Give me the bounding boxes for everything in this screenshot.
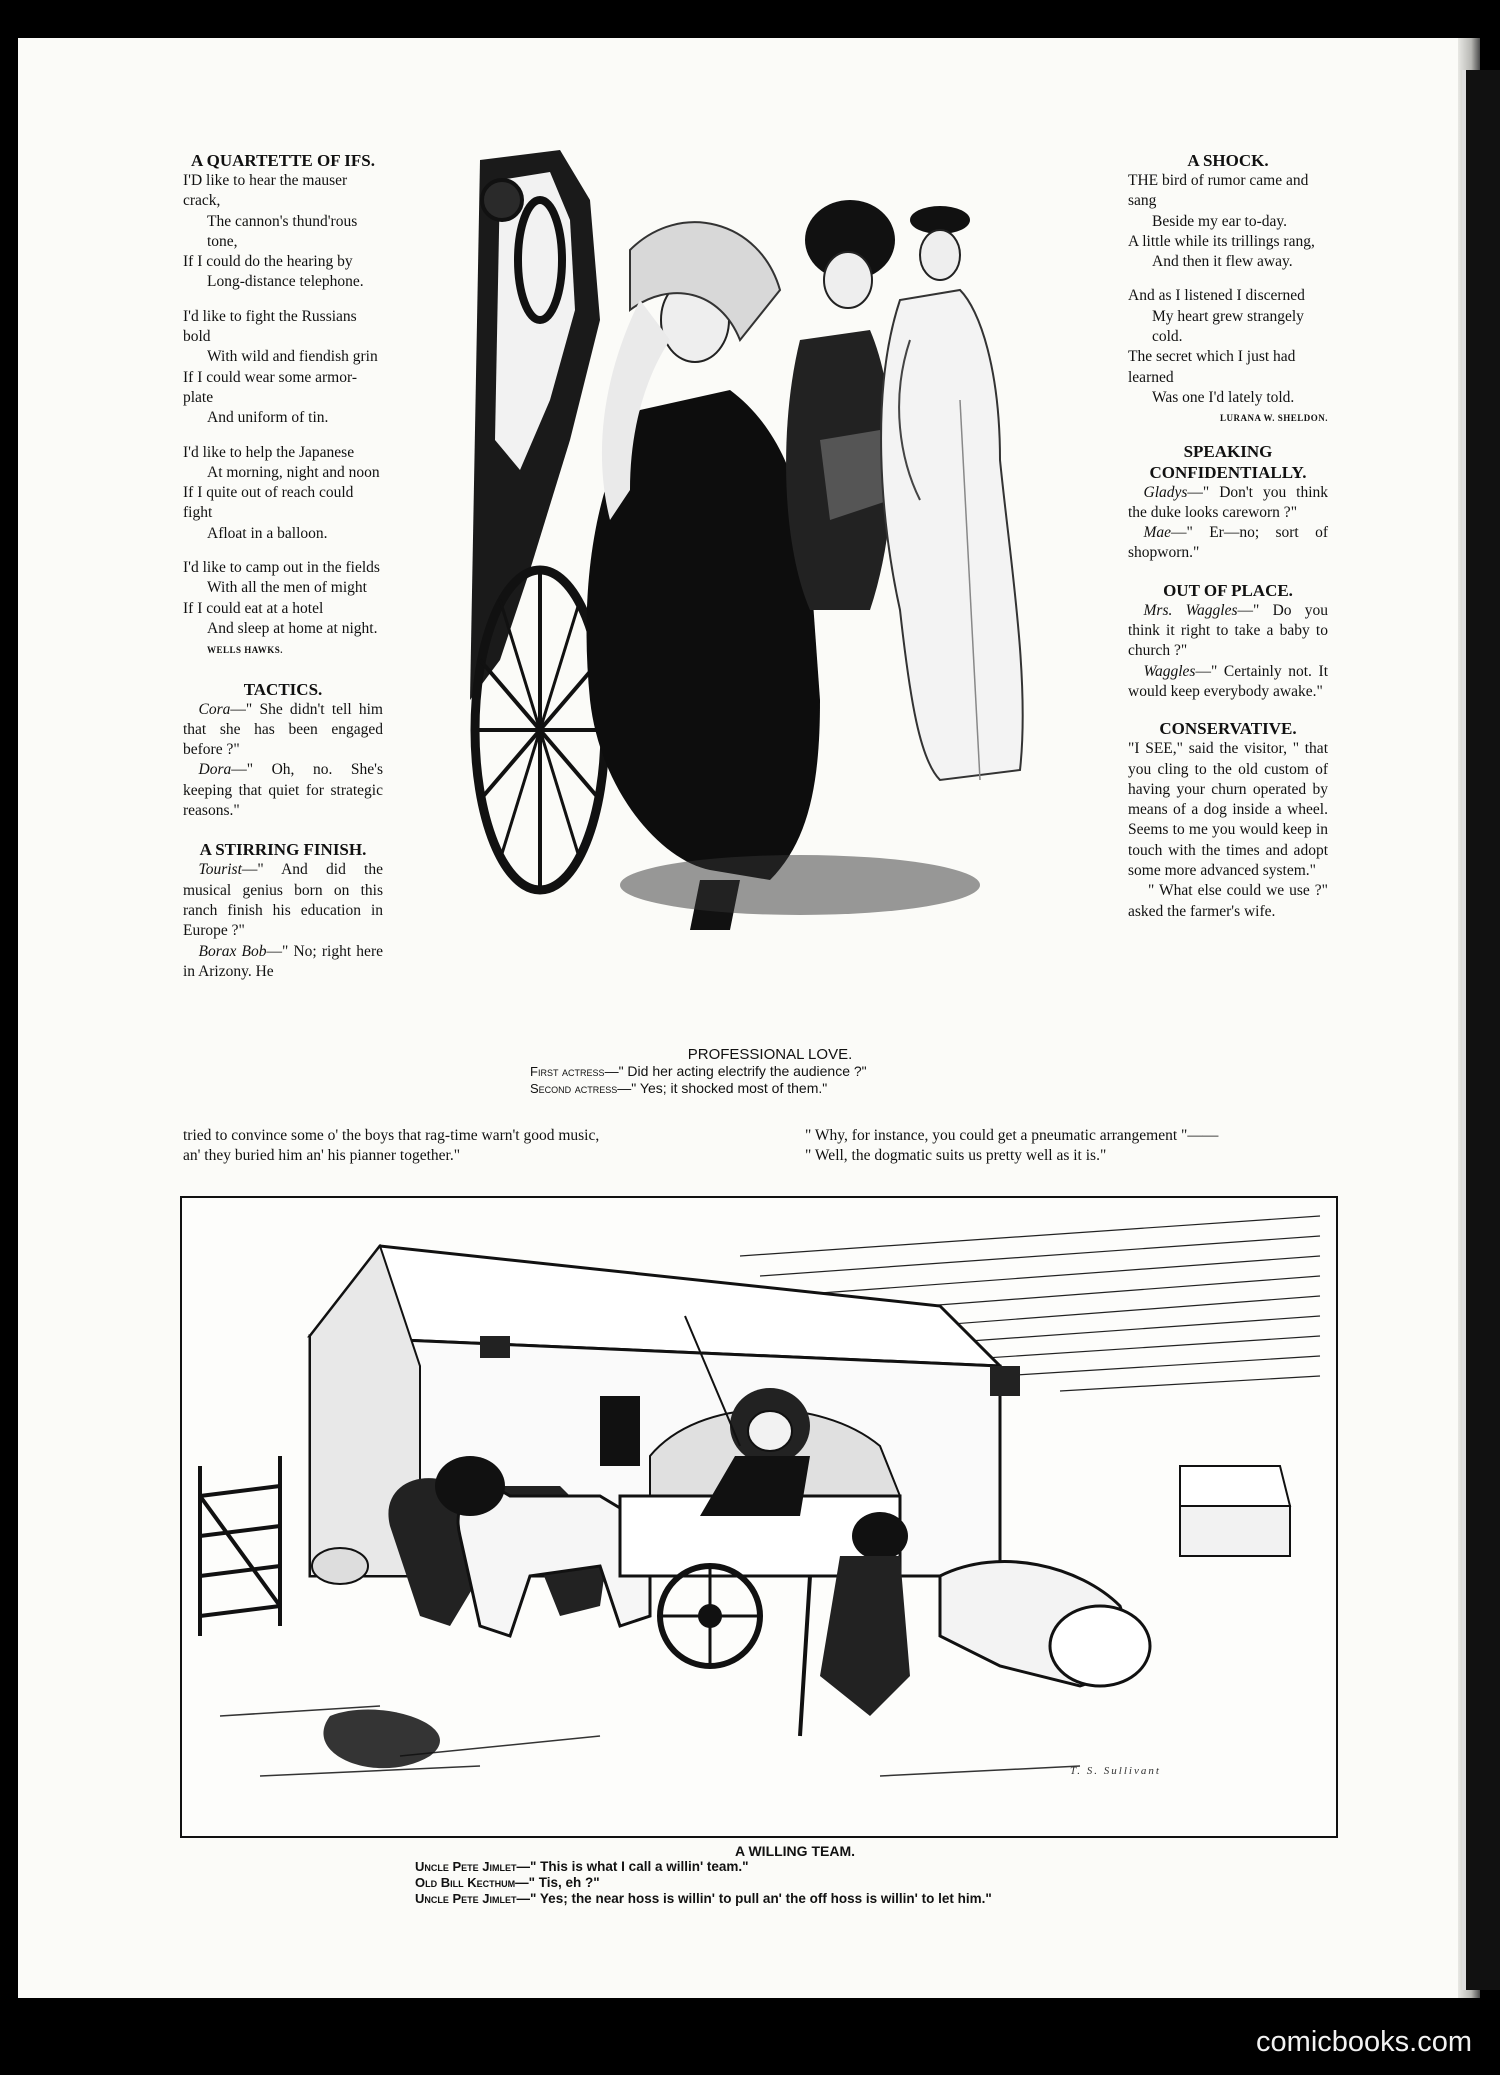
caption-title: A WILLING TEAM. [734,1843,856,1859]
poem-line: And then it flew away. [1152,253,1293,271]
conservative-continuation [805,1126,1335,1167]
poem-line: And as I listened I discerned [1128,287,1305,305]
professional-love-illustration [440,140,1100,940]
quartette-title: A QUARTETTE OF IFS. [191,151,375,170]
stirring-continuation [183,1126,763,1167]
conservative-title: CONSERVATIVE. [1159,719,1297,739]
adjacent-page-edge [1462,70,1500,1990]
conservative-text: "I SEE," said the visitor, " that you cling to the old custom of having your churn operated by means of a dog inside a wheel. Seems to me you would keep in touch with the times and adopt some more advanced system." [1128,740,1328,880]
poem-line: I'd like to camp out in the fields [183,559,380,577]
poem-line: Was one I'd lately told. [1152,388,1295,406]
out-of-place-text: Mrs. Waggles—" Do you think it right to take a baby to church ?" [1128,601,1328,660]
poem-line: I'D like to hear the mauser crack, [183,172,348,210]
conservative-cont-line: " Well, the dogmatic suits us pretty well as it is." [805,1147,1107,1165]
caption-line: Second actress—" Yes; it shocked most of them." [530,1080,828,1096]
tactics-text: Cora—" She didn't tell him that she has been engaged before ?" [183,700,383,759]
willing-team-illustration [180,1196,1338,1838]
poem-line: With all the men of might [207,579,367,597]
caption-line: Uncle Pete Jimlet—" This is what I call a willin' team." [415,1859,749,1874]
conservative-cont-line: " Why, for instance, you could get a pneumatic arrangement "—— [805,1127,1219,1144]
poem-line: My heart grew strangely cold. [1152,307,1304,346]
stirring-cont-line: an' they buried him an' his pianner together." [183,1147,461,1165]
poem-line: I'd like to help the Japanese [183,443,355,461]
poem-line: If I could wear some armor-plate [183,368,357,406]
speaking-text: Mae—" Er—no; sort of shopworn." [1128,524,1328,562]
poem-line: The cannon's thund'rous tone, [207,212,358,250]
carriage-wheel [475,570,605,890]
poem-line: A little while its trillings rang, [1128,232,1315,250]
poem-line: Afloat in a balloon. [207,524,328,542]
speaking-title: SPEAKING CONFIDENTIALLY. [1149,441,1307,482]
shock-title: A SHOCK. [1187,151,1269,170]
willing-team-caption [415,1843,1215,1907]
poem-line: Long-distance telephone. [207,273,364,291]
professional-love-caption [530,1046,1010,1097]
poem-line: If I could eat at a hotel [183,599,324,617]
poem-line: And sleep at home at night. WELLS HAWKS. [207,619,378,656]
actress-in-white [881,206,1023,780]
poem-line: I'd like to fight the Russians bold [183,307,357,346]
left-column [183,150,383,982]
poem-line: If I quite out of reach could fight [183,484,354,522]
caption-line: Uncle Pete Jimlet—" Yes; the near hoss is willin' to pull an' the off hoss is willin' to let him." [415,1891,992,1906]
actress-in-fur [786,200,895,610]
stirring-title: A STIRRING FINISH. [199,840,367,860]
poem-line: THE bird of rumor came and sang [1128,172,1309,210]
tactics-title: TACTICS. [243,679,323,699]
poem-line: If I could do the hearing by [183,253,353,271]
poem-line: And uniform of tin. [207,409,329,427]
artist-signature: T. S. Sullivant [1070,1765,1161,1777]
poem-line: With wild and fiendish grin [207,348,378,366]
poem-line: At morning, night and noon [207,463,380,481]
right-column [1128,150,1328,922]
out-of-place-text: Waggles—" Certainly not. It would keep everybody awake." [1128,662,1328,700]
caption-line: First actress—" Did her acting electrify the audience ?" [530,1063,867,1079]
out-of-place-title: OUT OF PLACE. [1163,580,1293,600]
poem-author: WELLS HAWKS. [207,645,284,656]
stirring-cont-line: tried to convince some o' the boys that rag-time warn't good music, [183,1127,600,1144]
tactics-text: Dora—" Oh, no. She's keeping that quiet for strategic reasons." [183,761,383,820]
speaking-text: Gladys—" Don't you think the duke looks careworn ?" [1128,483,1328,521]
actress-in-black [587,222,820,930]
caption-line: Old Bill Kecthum—" Tis, eh ?" [415,1875,600,1890]
poem-line: Beside my ear to-day. [1152,212,1288,230]
stirring-text: Borax Bob—" No; right here in Arizony. He [183,942,383,980]
watermark: comicbooks.com [1256,2026,1472,2058]
stirring-text: Tourist—" And did the musical genius born on this ranch finish his education in Europe ?" [183,861,383,940]
poem-author: LURANA W. SHELDON. [1219,413,1328,424]
conservative-text: " What else could we use ?" asked the farmer's wife. [1128,882,1328,920]
caption-title: PROFESSIONAL LOVE. [687,1046,853,1063]
poem-line: The secret which I just had learned [1128,348,1296,386]
